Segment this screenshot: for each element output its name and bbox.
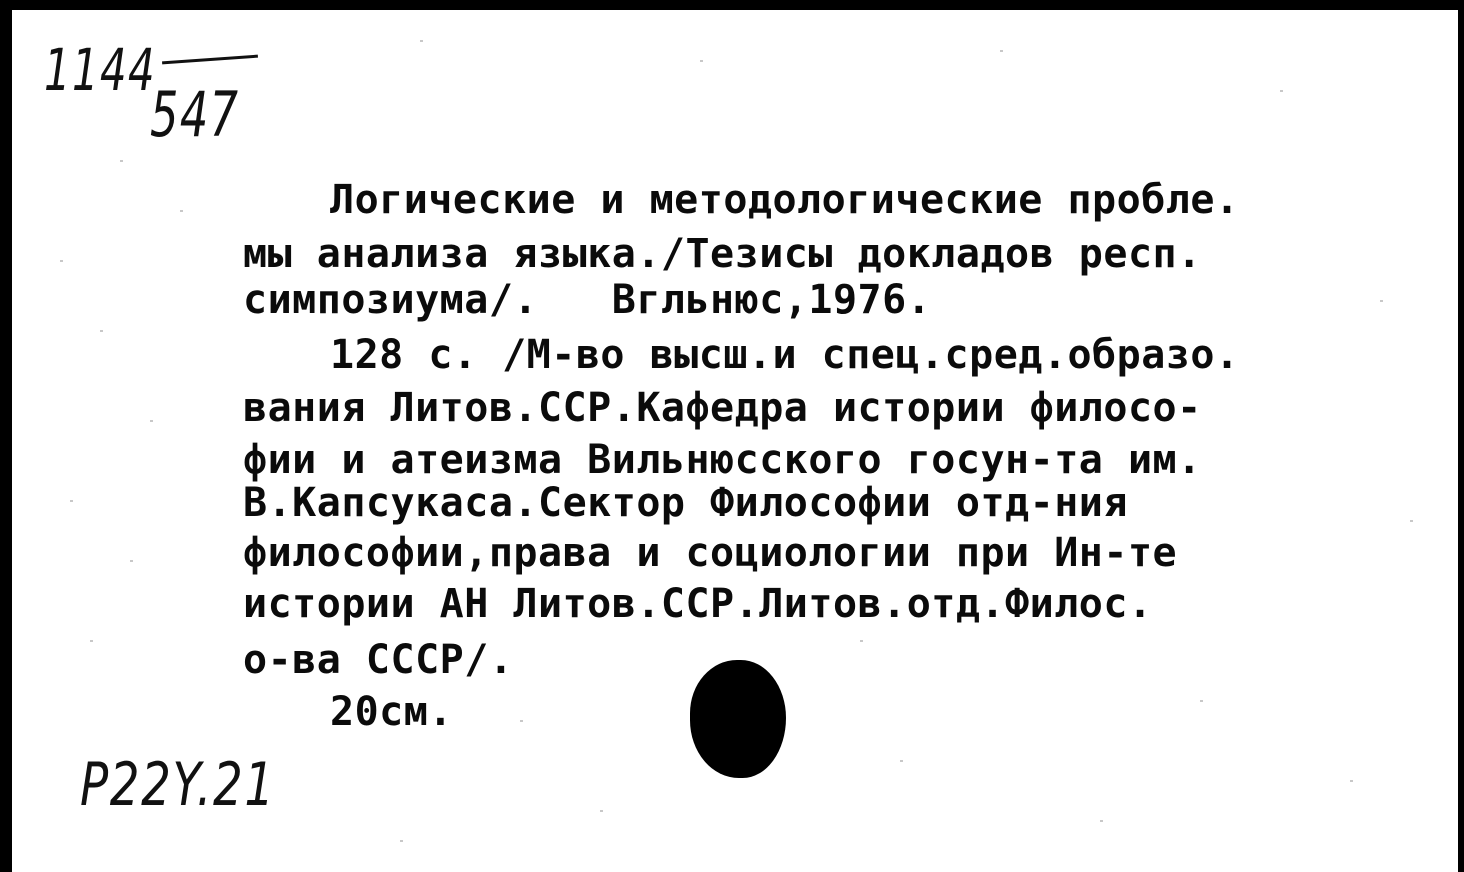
shelf-mark-bottom: P22Y.21 [80,750,276,820]
scan-border-top [0,0,1464,10]
scan-border-left [0,0,12,872]
card-line-5: вания Литов.ССР.Кафедра истории филосо- [243,385,1202,431]
shelf-mark-sub: 547 [150,78,240,151]
card-line-9: истории АН Литов.ССР.Литов.отд.Филос. [243,581,1153,627]
card-line-4: 128 с. /М-во высш.и спец.сред.образо. [330,332,1240,378]
card-line-6: фии и атеизма Вильнюсского госун-та им. [243,437,1202,483]
card-line-7: В.Капсукаса.Сектор Философии отд-ния [243,480,1128,526]
scan-border-right [1458,0,1464,872]
shelf-mark-main: 1144 [44,36,157,104]
card-line-2: мы анализа языка./Тезисы докладов респ. [243,231,1202,277]
punch-hole [690,660,786,778]
shelf-mark-divider [162,55,258,65]
card-line-10: о-ва СССР/. [243,637,514,683]
card-line-1: Логические и методологические пробле. [330,177,1240,223]
card-line-11: 20см. [330,689,453,735]
card-line-3: симпозиума/. Вгльнюс,1976. [243,277,932,323]
card-line-8: философии,права и социологии при Ин-те [243,530,1178,576]
